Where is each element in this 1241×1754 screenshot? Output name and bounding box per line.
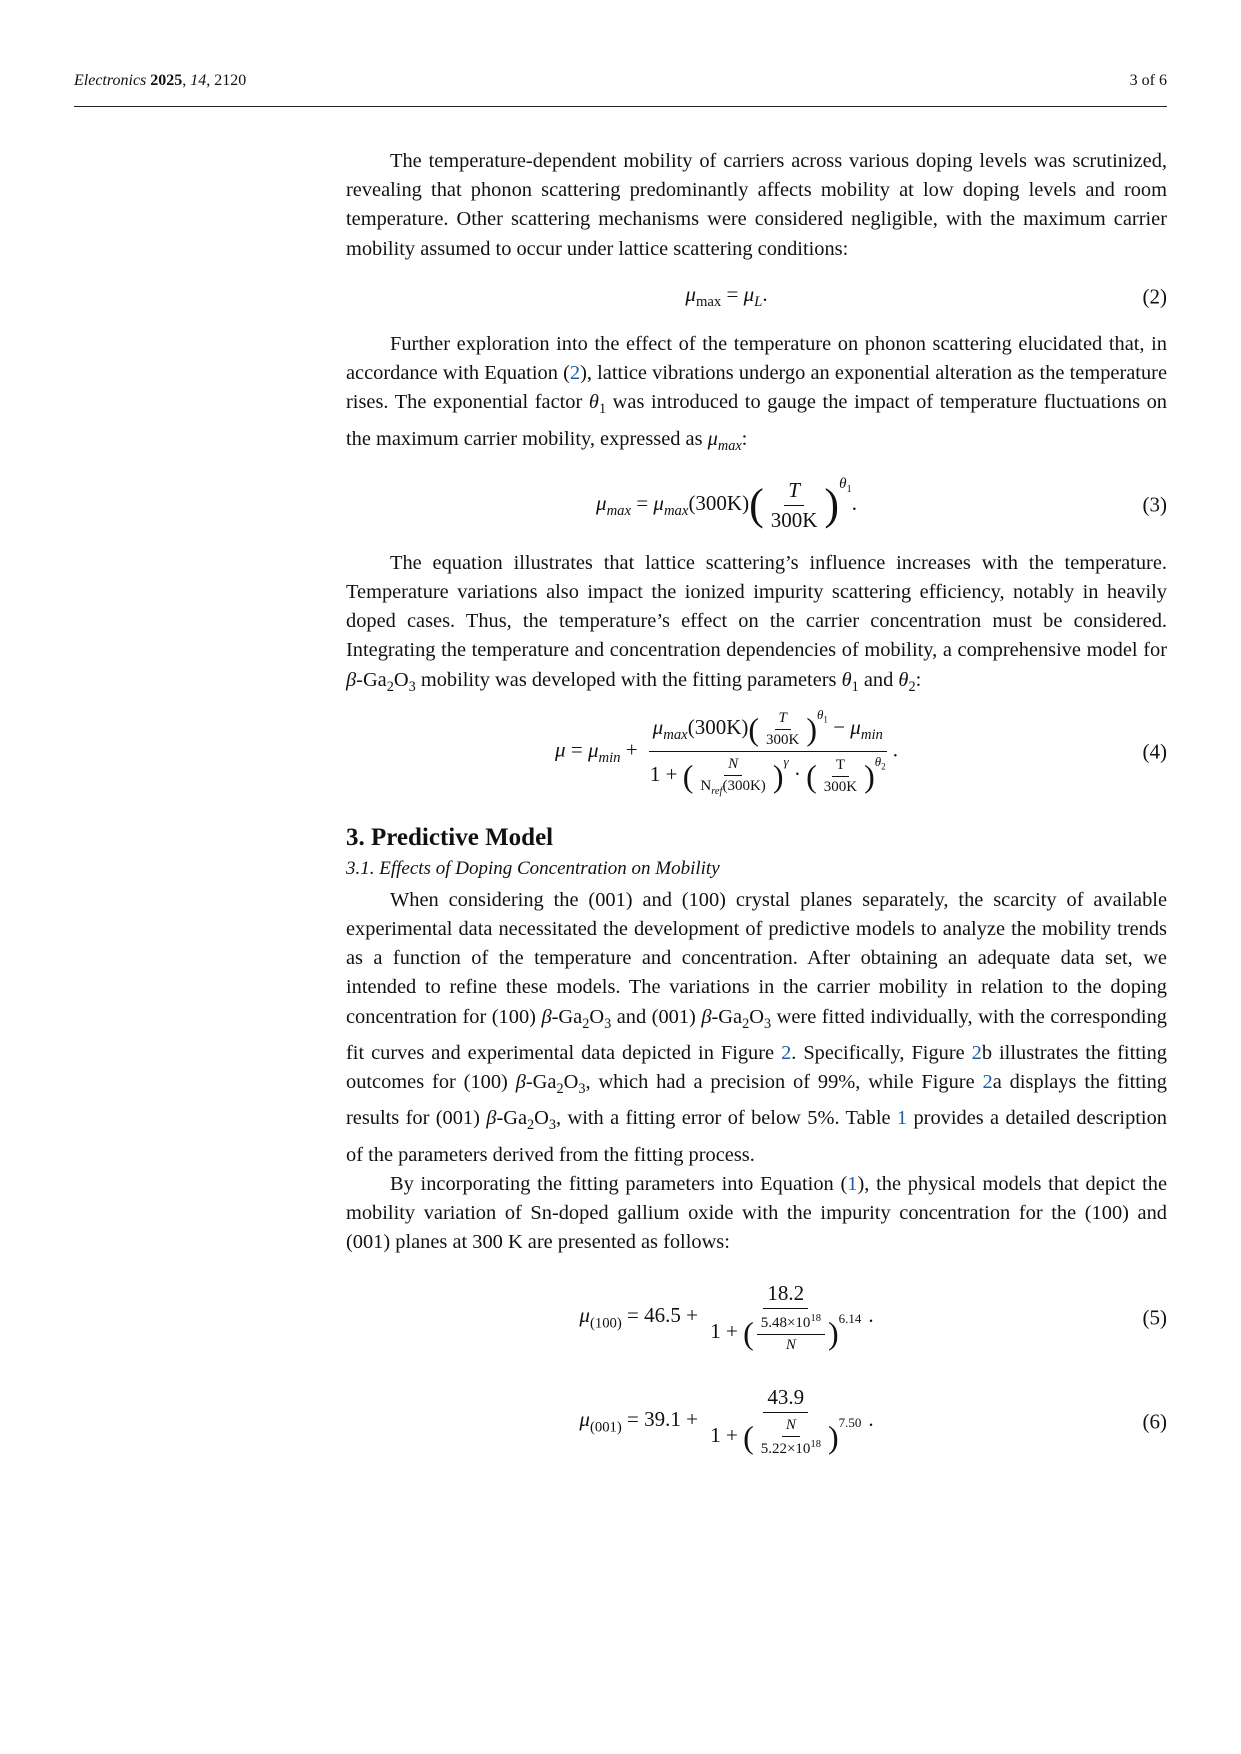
article-number: 2120 (214, 72, 247, 89)
paragraph-3: The equation illustrates that lattice scattering’s influence increases with the temperature. Temperature variations also impact the ionized impurity scattering efficiency, notably in heavily doped cases. Thus, the temperature’s effect on the carrier concentration must be considered. Integrating the temperature and concentration dependencies of mobility, a comprehensive model for $\beta-Ga_2O_3$ mobility was developed with the fitting parameters $\theta_1$ and $\theta_2$: (346, 551, 1167, 695)
page-number: 3 of 6 (1129, 72, 1167, 89)
paragraph-1: The temperature-dependent mobility of carriers across various doping levels was scrutinized, revealing that phonon scattering predominantly affects mobility at low doping levels and room temperature. Other scattering mechanisms were considered negligible, with the maximum carrier mobility assumed to occur under lattice scattering conditions: (346, 150, 1167, 260)
equation-number: (4) (1142, 739, 1167, 764)
equation-number: (2) (1142, 284, 1167, 309)
equation-2: $\mu_{max} = \mu_L$. (2) (685, 282, 1167, 311)
page-content (346, 147, 1167, 1472)
equation-5: $\mu_{(100)} = 46.5$ + 18.2 1 + ( $\frac{5.48\times 10^{18}}{N}$ )$^{6.14}$ . (5) (579, 1281, 1167, 1353)
equation-number: (6) (1142, 1409, 1167, 1434)
paragraph-4: When considering the (001) and (100) crystal planes separately, the scarcity of available experimental data necessitated the development of predictive models to analyze the mobility trends as a function of the temperature and concentration. After obtaining an adequate data set, we intended to refine these models. The variations in the carrier mobility in relation to the doping concentration for (100) $\beta-Ga_2O_3$ and (001) $\beta-Ga_2O_3$ were fitted individually, with the corresponding fit curves and experimental data depicted in Figure 2. Specifically, Figure 2b illustrates the fitting outcomes for (100) $\beta-Ga_2O_3$, which had a precision of 99%, while Figure 2a displays the fitting results for (001) $\beta-Ga_2O_3$, with a fitting error of below 5%. Table 1 provides a detailed description of the parameters derived from the fitting process. (346, 888, 1167, 1166)
journal-year: 2025 (150, 72, 183, 89)
journal-volume: 14 (190, 72, 207, 89)
paragraph-5: By incorporating the fitting parameters into Equation (1), the physical models that depict the mobility variation of Sn-doped gallium oxide with the impurity concentration for the (100) and (001) planes at 300 K are presented as follows: (346, 1172, 1167, 1254)
paragraph-2: Further exploration into the effect of the temperature on phonon scattering elucidated that, in accordance with Equation (2), lattice vibrations undergo an exponential alteration as the temperature rises. The exponential factor $\theta_1$ was introduced to gauge the impact of temperature fluctuations on the maximum carrier mobility, expressed as $\mu_{max}$: (346, 332, 1167, 454)
equation-number: (3) (1142, 492, 1167, 517)
equation-4: $\mu = \mu_{min}$ + $\mu_{max}(300K)$( $\frac{T}{300K}$ )$^{\theta_1} - \mu_{min}$ 1 + ( $\frac{N}{N_{ref}(300K)}$ )$^\gamma$ · ( $\frac{T}{300K}$ )$^{\theta_2}$ . (4) (555, 707, 1167, 797)
equation-link[interactable]: 1 (847, 1172, 858, 1195)
figure-link[interactable]: 2 (781, 1041, 792, 1064)
section-title: 3. Predictive Model (346, 823, 554, 851)
page-header (74, 72, 1167, 107)
equation-6: $\mu_{(001)} = 39.1$ + 43.9 1 + ( $\frac{N}{5.22\times 10^{18}}$ )$^{7.50}$ . (6) (579, 1385, 1167, 1457)
subsection-title: 3.1. Effects of Doping Concentration on Mobility (346, 857, 720, 879)
equation-number: (5) (1142, 1305, 1167, 1330)
journal-citation: Electronics 2025, 14, 2120 (74, 72, 247, 89)
journal-name: Electronics (74, 72, 147, 89)
equation-3: $\mu_{max} = \mu_{max}(300K)$( $\frac{T}{300K}$ )$^{\theta_1}$. (3) (596, 476, 1167, 533)
figure-link[interactable]: 2 (971, 1041, 982, 1064)
table-link[interactable]: 1 (896, 1107, 908, 1130)
figure-link[interactable]: 2 (982, 1071, 993, 1094)
equation-link[interactable]: 2 (569, 362, 581, 385)
